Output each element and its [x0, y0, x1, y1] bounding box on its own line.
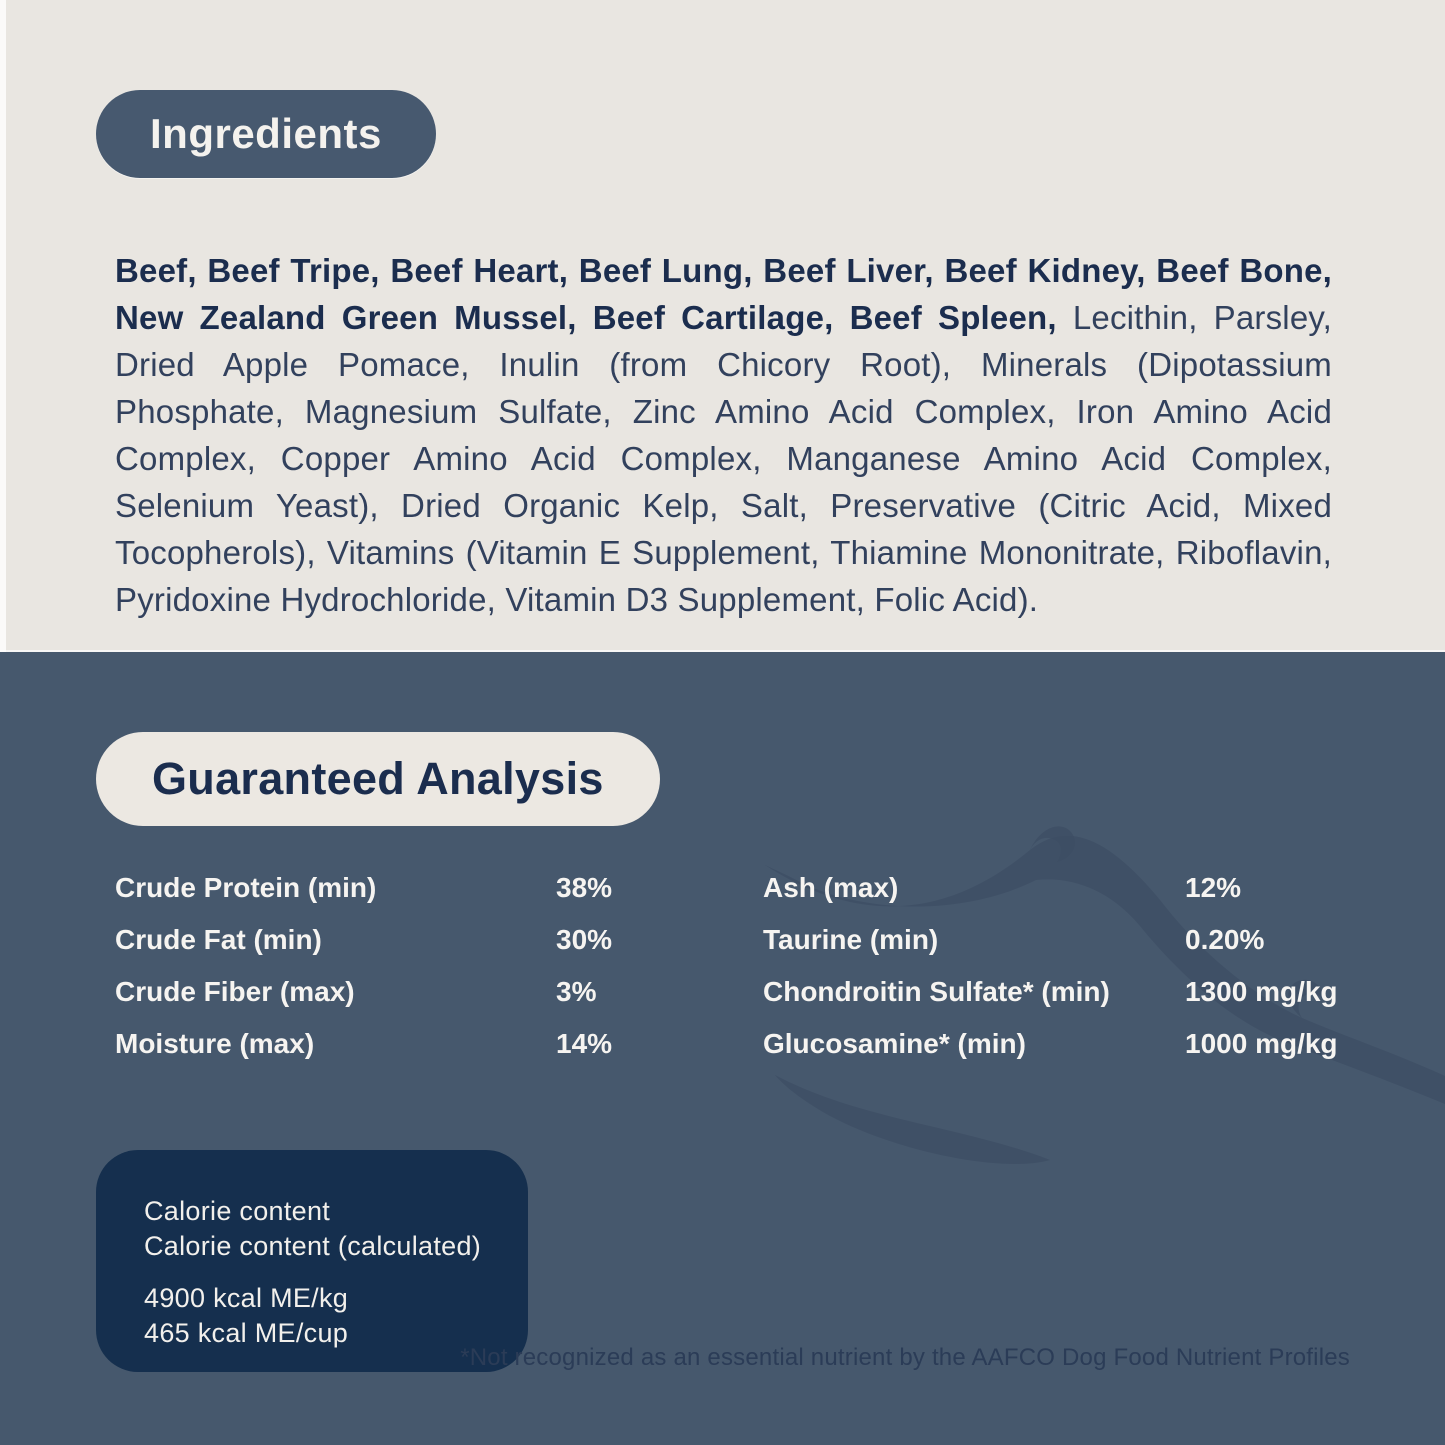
- analysis-row-moisture: [115, 1018, 755, 1070]
- analysis-label: Crude Protein (min): [115, 872, 377, 903]
- calorie-title-line-2: Calorie content (calculated): [144, 1231, 482, 1261]
- ingredients-list: [115, 247, 1332, 623]
- calorie-content-box: [96, 1150, 528, 1372]
- ingredients-heading: Ingredients: [150, 110, 382, 157]
- analysis-row-crude-fat: [115, 914, 755, 966]
- analysis-label: Moisture (max): [115, 1028, 315, 1059]
- analysis-label: Taurine (min): [763, 924, 939, 955]
- analysis-label: Glucosamine* (min): [763, 1028, 1026, 1059]
- analysis-label: Ash (max): [763, 872, 899, 903]
- analysis-value: 1000 mg/kg: [1185, 1028, 1338, 1059]
- analysis-row-crude-protein: [115, 862, 755, 914]
- wave-swoosh-lower: [775, 1075, 1050, 1164]
- ingredients-section: [0, 0, 1445, 652]
- ingredients-heading-pill: [96, 90, 436, 178]
- calorie-title-line-1: Calorie content: [144, 1196, 331, 1226]
- analysis-value: 38%: [556, 872, 613, 903]
- analysis-row-ash: [763, 862, 1363, 914]
- analysis-value: 12%: [1185, 872, 1242, 903]
- calorie-value-per-kg: 4900 kcal ME/kg: [144, 1283, 349, 1313]
- guaranteed-analysis-heading-pill: [96, 732, 660, 826]
- analysis-column-right: [763, 862, 1363, 1070]
- analysis-value: 3%: [556, 976, 597, 1007]
- calorie-value-per-cup: 465 kcal ME/cup: [144, 1318, 349, 1348]
- guaranteed-analysis-heading: Guaranteed Analysis: [152, 753, 604, 804]
- analysis-value: 14%: [556, 1028, 613, 1059]
- ingredients-list-primary: Beef, Beef Tripe, Beef Heart, Beef Lung, Beef Liver, Beef Kidney, Beef Bone, New Zealand Green Mussel, Beef Cartilage, Beef Spleen,: [115, 252, 1332, 336]
- analysis-label: Crude Fiber (max): [115, 976, 355, 1007]
- analysis-row-crude-fiber: [115, 966, 755, 1018]
- analysis-value: 1300 mg/kg: [1185, 976, 1338, 1007]
- aafco-footnote: *Not recognized as an essential nutrient by the AAFCO Dog Food Nutrient Profiles: [460, 1344, 1350, 1371]
- analysis-label: Crude Fat (min): [115, 924, 322, 955]
- analysis-row-chondroitin: [763, 966, 1363, 1018]
- ingredients-list-secondary: Lecithin, Parsley, Dried Apple Pomace, Inulin (from Chicory Root), Minerals (Dipotassium Phosphate, Magnesium Sulfate, Zinc Amino Acid Complex, Iron Amino Acid Complex, Copper Amino Acid Complex, Manganese Amino Acid Complex, Selenium Yeast), Dried Organic Kelp, Salt, Preservative (Citric Acid, Mixed Tocopherols), Vitamins (Vitamin E Supplement, Thiamine Mononitrate, Riboflavin, Pyridoxine Hydrochloride, Vitamin D3 Supplement, Folic Acid).: [115, 299, 1332, 618]
- analysis-value: 0.20%: [1185, 924, 1265, 955]
- analysis-row-taurine: [763, 914, 1363, 966]
- analysis-column-left: [115, 862, 755, 1070]
- left-edge-highlight: [0, 0, 6, 652]
- analysis-value: 30%: [556, 924, 613, 955]
- analysis-row-glucosamine: [763, 1018, 1363, 1070]
- analysis-label: Chondroitin Sulfate* (min): [763, 976, 1110, 1007]
